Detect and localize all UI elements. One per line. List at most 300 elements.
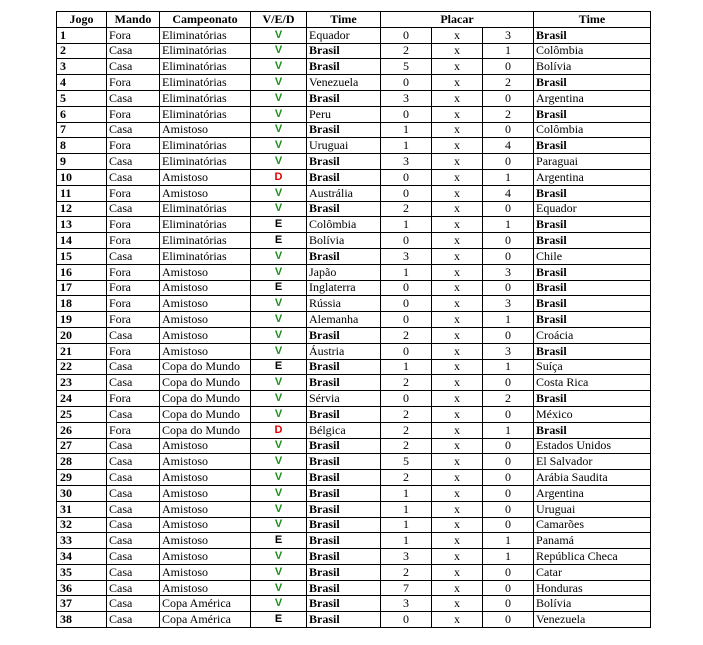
cell-score-separator: x	[432, 233, 483, 249]
cell-team-away: Brasil	[534, 422, 651, 438]
table-row	[57, 248, 651, 264]
cell-team-home: Brasil	[307, 43, 381, 59]
cell-team-home: Austrália	[307, 185, 381, 201]
cell-score-separator: x	[432, 296, 483, 312]
cell-mando: Casa	[107, 375, 160, 391]
cell-mando: Casa	[107, 580, 160, 596]
results-table	[56, 11, 651, 628]
cell-jogo: 26	[57, 422, 107, 438]
cell-campeonato: Eliminatórias	[160, 27, 251, 43]
cell-campeonato: Amistoso	[160, 280, 251, 296]
table-row	[57, 438, 651, 454]
cell-team-away: Brasil	[534, 185, 651, 201]
cell-goals-away: 1	[483, 169, 534, 185]
cell-campeonato: Copa do Mundo	[160, 375, 251, 391]
cell-goals-home: 3	[381, 154, 432, 170]
cell-campeonato: Copa América	[160, 596, 251, 612]
cell-team-away: República Checa	[534, 549, 651, 565]
cell-mando: Casa	[107, 533, 160, 549]
header-campeonato: Campeonato	[160, 12, 251, 28]
cell-goals-away: 0	[483, 90, 534, 106]
cell-result: V	[251, 517, 307, 533]
cell-score-separator: x	[432, 359, 483, 375]
cell-team-away: Suíça	[534, 359, 651, 375]
cell-goals-away: 0	[483, 470, 534, 486]
cell-score-separator: x	[432, 122, 483, 138]
cell-goals-away: 4	[483, 138, 534, 154]
cell-score-separator: x	[432, 406, 483, 422]
cell-mando: Casa	[107, 564, 160, 580]
cell-result: V	[251, 106, 307, 122]
cell-campeonato: Amistoso	[160, 438, 251, 454]
table-row	[57, 564, 651, 580]
table-row	[57, 154, 651, 170]
cell-jogo: 24	[57, 391, 107, 407]
cell-team-home: Bélgica	[307, 422, 381, 438]
cell-team-home: Uruguai	[307, 138, 381, 154]
cell-team-away: Brasil	[534, 138, 651, 154]
cell-goals-home: 1	[381, 138, 432, 154]
cell-team-away: Estados Unidos	[534, 438, 651, 454]
cell-result: V	[251, 312, 307, 328]
cell-jogo: 3	[57, 59, 107, 75]
cell-goals-away: 1	[483, 312, 534, 328]
cell-goals-away: 0	[483, 233, 534, 249]
cell-goals-away: 1	[483, 533, 534, 549]
cell-jogo: 36	[57, 580, 107, 596]
cell-jogo: 23	[57, 375, 107, 391]
cell-score-separator: x	[432, 564, 483, 580]
cell-goals-home: 2	[381, 422, 432, 438]
cell-goals-home: 1	[381, 485, 432, 501]
cell-jogo: 32	[57, 517, 107, 533]
cell-score-separator: x	[432, 217, 483, 233]
cell-team-away: Brasil	[534, 106, 651, 122]
cell-mando: Casa	[107, 406, 160, 422]
cell-campeonato: Copa do Mundo	[160, 422, 251, 438]
cell-goals-away: 0	[483, 501, 534, 517]
cell-team-away: Brasil	[534, 312, 651, 328]
cell-team-away: El Salvador	[534, 454, 651, 470]
results-body	[57, 27, 651, 627]
cell-mando: Fora	[107, 106, 160, 122]
cell-score-separator: x	[432, 90, 483, 106]
cell-campeonato: Eliminatórias	[160, 43, 251, 59]
cell-team-home: Áustria	[307, 343, 381, 359]
cell-goals-away: 0	[483, 580, 534, 596]
cell-team-home: Brasil	[307, 549, 381, 565]
cell-goals-home: 0	[381, 391, 432, 407]
cell-result: V	[251, 201, 307, 217]
cell-result: V	[251, 454, 307, 470]
cell-mando: Casa	[107, 169, 160, 185]
cell-team-home: Rússia	[307, 296, 381, 312]
cell-jogo: 34	[57, 549, 107, 565]
table-row	[57, 422, 651, 438]
cell-team-home: Brasil	[307, 470, 381, 486]
cell-jogo: 28	[57, 454, 107, 470]
cell-team-home: Brasil	[307, 501, 381, 517]
cell-goals-away: 2	[483, 75, 534, 91]
cell-jogo: 5	[57, 90, 107, 106]
cell-goals-home: 2	[381, 406, 432, 422]
cell-goals-away: 0	[483, 438, 534, 454]
cell-result: V	[251, 59, 307, 75]
cell-goals-away: 1	[483, 43, 534, 59]
cell-team-away: Brasil	[534, 296, 651, 312]
cell-team-home: Brasil	[307, 485, 381, 501]
cell-goals-away: 0	[483, 201, 534, 217]
cell-team-home: Brasil	[307, 375, 381, 391]
cell-team-away: Brasil	[534, 27, 651, 43]
cell-team-away: Bolívia	[534, 59, 651, 75]
cell-jogo: 27	[57, 438, 107, 454]
cell-goals-away: 0	[483, 485, 534, 501]
cell-goals-home: 5	[381, 454, 432, 470]
cell-team-home: Brasil	[307, 59, 381, 75]
table-row	[57, 75, 651, 91]
cell-team-home: Brasil	[307, 612, 381, 628]
cell-goals-away: 1	[483, 359, 534, 375]
cell-goals-away: 0	[483, 327, 534, 343]
cell-jogo: 11	[57, 185, 107, 201]
cell-goals-home: 3	[381, 596, 432, 612]
header-ved: V/E/D	[251, 12, 307, 28]
cell-campeonato: Eliminatórias	[160, 154, 251, 170]
cell-goals-away: 2	[483, 106, 534, 122]
cell-result: V	[251, 248, 307, 264]
cell-mando: Fora	[107, 27, 160, 43]
cell-campeonato: Amistoso	[160, 312, 251, 328]
cell-jogo: 17	[57, 280, 107, 296]
cell-goals-home: 0	[381, 27, 432, 43]
cell-jogo: 8	[57, 138, 107, 154]
cell-score-separator: x	[432, 154, 483, 170]
cell-mando: Casa	[107, 359, 160, 375]
table-row	[57, 90, 651, 106]
cell-team-home: Brasil	[307, 122, 381, 138]
cell-team-home: Brasil	[307, 248, 381, 264]
cell-goals-home: 0	[381, 343, 432, 359]
cell-goals-home: 0	[381, 106, 432, 122]
cell-team-home: Brasil	[307, 454, 381, 470]
cell-score-separator: x	[432, 343, 483, 359]
cell-jogo: 21	[57, 343, 107, 359]
table-row	[57, 59, 651, 75]
cell-team-home: Brasil	[307, 533, 381, 549]
header-jogo: Jogo	[57, 12, 107, 28]
cell-goals-away: 3	[483, 264, 534, 280]
cell-goals-home: 2	[381, 470, 432, 486]
cell-result: V	[251, 406, 307, 422]
cell-result: V	[251, 296, 307, 312]
cell-score-separator: x	[432, 138, 483, 154]
cell-campeonato: Amistoso	[160, 327, 251, 343]
cell-goals-home: 3	[381, 90, 432, 106]
cell-goals-home: 1	[381, 217, 432, 233]
cell-score-separator: x	[432, 485, 483, 501]
cell-score-separator: x	[432, 43, 483, 59]
cell-goals-away: 0	[483, 154, 534, 170]
cell-team-home: Bolívia	[307, 233, 381, 249]
cell-campeonato: Amistoso	[160, 470, 251, 486]
cell-score-separator: x	[432, 580, 483, 596]
table-row	[57, 122, 651, 138]
cell-goals-home: 2	[381, 375, 432, 391]
cell-team-home: Peru	[307, 106, 381, 122]
table-row	[57, 549, 651, 565]
cell-mando: Fora	[107, 343, 160, 359]
cell-score-separator: x	[432, 454, 483, 470]
cell-goals-away: 0	[483, 406, 534, 422]
cell-result: V	[251, 138, 307, 154]
cell-goals-home: 0	[381, 185, 432, 201]
cell-team-away: Croácia	[534, 327, 651, 343]
cell-goals-home: 0	[381, 233, 432, 249]
cell-team-away: Venezuela	[534, 612, 651, 628]
table-row	[57, 485, 651, 501]
cell-result: D	[251, 422, 307, 438]
cell-campeonato: Amistoso	[160, 501, 251, 517]
cell-goals-away: 0	[483, 612, 534, 628]
cell-goals-away: 1	[483, 422, 534, 438]
cell-mando: Casa	[107, 549, 160, 565]
cell-result: V	[251, 501, 307, 517]
table-row	[57, 454, 651, 470]
cell-result: V	[251, 75, 307, 91]
cell-score-separator: x	[432, 27, 483, 43]
cell-jogo: 6	[57, 106, 107, 122]
cell-jogo: 19	[57, 312, 107, 328]
table-row	[57, 27, 651, 43]
cell-mando: Fora	[107, 233, 160, 249]
cell-score-separator: x	[432, 470, 483, 486]
cell-jogo: 10	[57, 169, 107, 185]
cell-score-separator: x	[432, 264, 483, 280]
cell-team-home: Equador	[307, 27, 381, 43]
cell-result: E	[251, 359, 307, 375]
cell-mando: Fora	[107, 264, 160, 280]
cell-goals-away: 0	[483, 454, 534, 470]
cell-campeonato: Eliminatórias	[160, 217, 251, 233]
cell-team-home: Colômbia	[307, 217, 381, 233]
cell-mando: Casa	[107, 454, 160, 470]
cell-goals-home: 7	[381, 580, 432, 596]
cell-score-separator: x	[432, 438, 483, 454]
cell-jogo: 20	[57, 327, 107, 343]
cell-score-separator: x	[432, 596, 483, 612]
header-mando: Mando	[107, 12, 160, 28]
cell-result: E	[251, 217, 307, 233]
cell-team-home: Brasil	[307, 169, 381, 185]
cell-goals-away: 0	[483, 280, 534, 296]
cell-campeonato: Eliminatórias	[160, 90, 251, 106]
cell-team-away: Colômbia	[534, 43, 651, 59]
cell-team-home: Brasil	[307, 327, 381, 343]
table-row	[57, 327, 651, 343]
cell-team-away: Camarões	[534, 517, 651, 533]
cell-mando: Fora	[107, 185, 160, 201]
cell-goals-away: 3	[483, 27, 534, 43]
header-time-home: Time	[307, 12, 381, 28]
cell-mando: Fora	[107, 312, 160, 328]
cell-goals-home: 0	[381, 296, 432, 312]
cell-result: V	[251, 391, 307, 407]
cell-team-away: Honduras	[534, 580, 651, 596]
cell-mando: Casa	[107, 438, 160, 454]
cell-result: V	[251, 549, 307, 565]
cell-goals-home: 2	[381, 564, 432, 580]
cell-score-separator: x	[432, 517, 483, 533]
cell-jogo: 31	[57, 501, 107, 517]
table-row	[57, 533, 651, 549]
cell-goals-home: 2	[381, 327, 432, 343]
cell-campeonato: Amistoso	[160, 533, 251, 549]
cell-team-away: Bolívia	[534, 596, 651, 612]
cell-campeonato: Amistoso	[160, 185, 251, 201]
table-row	[57, 280, 651, 296]
cell-goals-home: 1	[381, 264, 432, 280]
cell-result: V	[251, 154, 307, 170]
cell-mando: Casa	[107, 470, 160, 486]
cell-campeonato: Copa do Mundo	[160, 406, 251, 422]
cell-goals-home: 0	[381, 612, 432, 628]
table-row	[57, 296, 651, 312]
cell-score-separator: x	[432, 375, 483, 391]
cell-team-away: Catar	[534, 564, 651, 580]
cell-campeonato: Amistoso	[160, 580, 251, 596]
cell-jogo: 12	[57, 201, 107, 217]
cell-goals-home: 0	[381, 312, 432, 328]
cell-goals-home: 3	[381, 248, 432, 264]
table-row	[57, 596, 651, 612]
cell-result: V	[251, 27, 307, 43]
cell-result: V	[251, 580, 307, 596]
table-row	[57, 185, 651, 201]
table-row	[57, 264, 651, 280]
table-row	[57, 391, 651, 407]
cell-score-separator: x	[432, 280, 483, 296]
cell-campeonato: Copa do Mundo	[160, 359, 251, 375]
cell-team-home: Venezuela	[307, 75, 381, 91]
cell-campeonato: Copa do Mundo	[160, 391, 251, 407]
cell-team-away: Costa Rica	[534, 375, 651, 391]
cell-score-separator: x	[432, 327, 483, 343]
cell-team-away: Brasil	[534, 280, 651, 296]
table-row	[57, 470, 651, 486]
cell-result: V	[251, 264, 307, 280]
header-time-away: Time	[534, 12, 651, 28]
cell-team-home: Brasil	[307, 564, 381, 580]
cell-team-home: Brasil	[307, 517, 381, 533]
cell-campeonato: Eliminatórias	[160, 233, 251, 249]
cell-mando: Casa	[107, 43, 160, 59]
cell-team-away: Brasil	[534, 391, 651, 407]
cell-result: V	[251, 185, 307, 201]
cell-jogo: 29	[57, 470, 107, 486]
cell-goals-away: 1	[483, 549, 534, 565]
cell-mando: Casa	[107, 327, 160, 343]
cell-goals-away: 0	[483, 564, 534, 580]
cell-team-home: Brasil	[307, 359, 381, 375]
cell-team-away: Panamá	[534, 533, 651, 549]
cell-score-separator: x	[432, 549, 483, 565]
table-row	[57, 138, 651, 154]
cell-goals-away: 0	[483, 517, 534, 533]
cell-score-separator: x	[432, 106, 483, 122]
cell-goals-home: 5	[381, 59, 432, 75]
cell-goals-away: 4	[483, 185, 534, 201]
cell-mando: Fora	[107, 138, 160, 154]
cell-jogo: 9	[57, 154, 107, 170]
cell-result: V	[251, 327, 307, 343]
cell-team-away: Brasil	[534, 75, 651, 91]
cell-mando: Casa	[107, 517, 160, 533]
cell-score-separator: x	[432, 75, 483, 91]
cell-team-home: Brasil	[307, 406, 381, 422]
cell-campeonato: Amistoso	[160, 485, 251, 501]
cell-result: V	[251, 438, 307, 454]
cell-goals-home: 2	[381, 438, 432, 454]
cell-goals-home: 2	[381, 201, 432, 217]
cell-campeonato: Amistoso	[160, 264, 251, 280]
cell-mando: Casa	[107, 122, 160, 138]
cell-result: V	[251, 596, 307, 612]
cell-mando: Fora	[107, 296, 160, 312]
cell-score-separator: x	[432, 59, 483, 75]
table-row	[57, 501, 651, 517]
cell-team-away: Brasil	[534, 264, 651, 280]
cell-team-away: Paraguai	[534, 154, 651, 170]
cell-team-away: Argentina	[534, 90, 651, 106]
cell-result: V	[251, 343, 307, 359]
table-row	[57, 169, 651, 185]
cell-campeonato: Copa América	[160, 612, 251, 628]
cell-jogo: 22	[57, 359, 107, 375]
cell-goals-away: 3	[483, 343, 534, 359]
table-row	[57, 580, 651, 596]
cell-result: V	[251, 90, 307, 106]
cell-team-away: Chile	[534, 248, 651, 264]
cell-goals-away: 0	[483, 122, 534, 138]
table-row	[57, 612, 651, 628]
cell-result: V	[251, 470, 307, 486]
cell-jogo: 18	[57, 296, 107, 312]
cell-goals-away: 1	[483, 217, 534, 233]
cell-result: E	[251, 233, 307, 249]
table-row	[57, 343, 651, 359]
cell-campeonato: Amistoso	[160, 454, 251, 470]
cell-jogo: 13	[57, 217, 107, 233]
cell-jogo: 35	[57, 564, 107, 580]
cell-goals-home: 3	[381, 549, 432, 565]
cell-result: V	[251, 122, 307, 138]
cell-jogo: 33	[57, 533, 107, 549]
table-row	[57, 43, 651, 59]
table-row	[57, 406, 651, 422]
cell-score-separator: x	[432, 201, 483, 217]
cell-mando: Casa	[107, 90, 160, 106]
table-row	[57, 217, 651, 233]
cell-jogo: 14	[57, 233, 107, 249]
cell-goals-home: 1	[381, 517, 432, 533]
cell-goals-away: 0	[483, 59, 534, 75]
cell-team-home: Brasil	[307, 201, 381, 217]
cell-result: V	[251, 564, 307, 580]
cell-team-away: Uruguai	[534, 501, 651, 517]
cell-result: V	[251, 43, 307, 59]
header-placar: Placar	[381, 12, 534, 28]
